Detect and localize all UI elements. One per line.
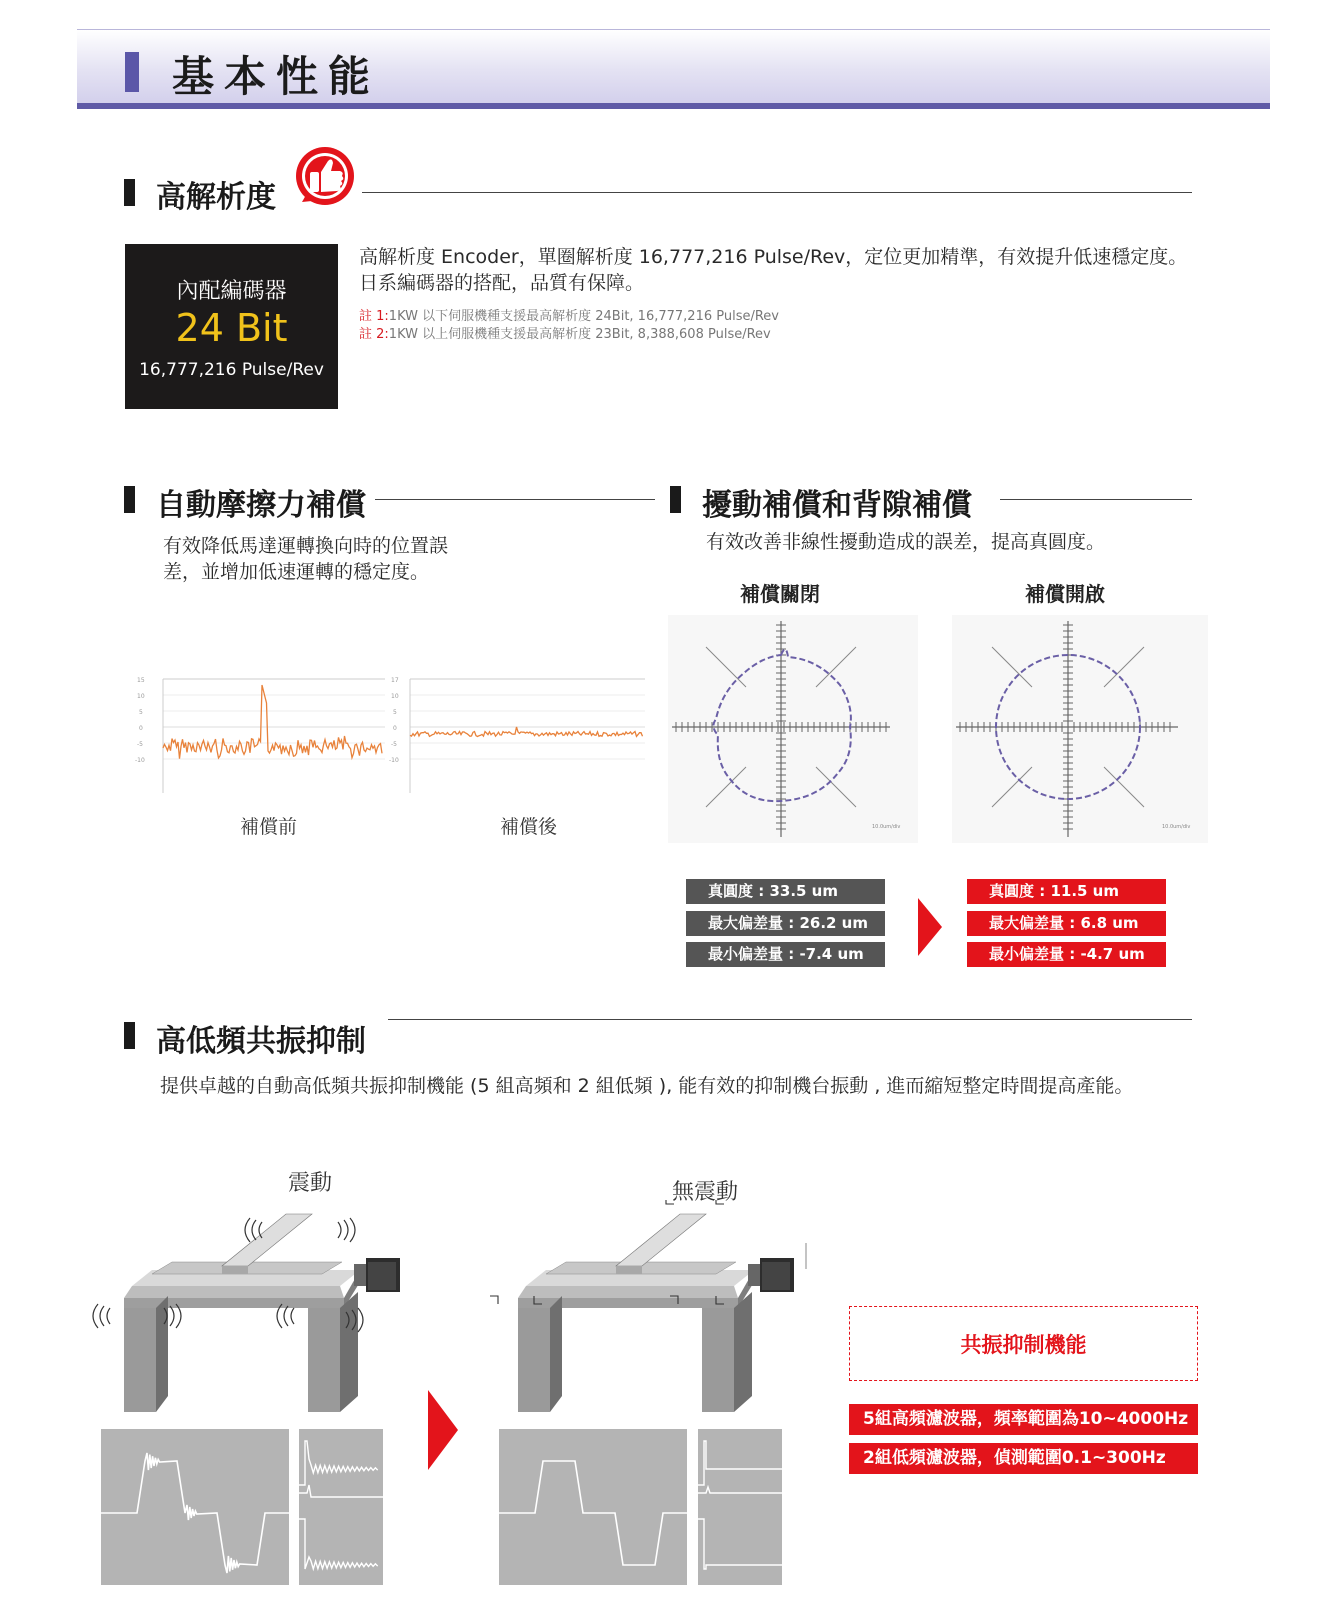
section-marker [670, 486, 681, 513]
stat-min-deviation-on: 最小偏差量 : -4.7 um [967, 942, 1166, 967]
page-header [77, 29, 1270, 109]
waveform-detail-before [299, 1429, 383, 1585]
stable-machine-illustration [470, 1200, 840, 1415]
feature-tag-high-frequency: 5組高頻濾波器，頻率範圍為10~4000Hz [849, 1404, 1198, 1435]
section-divider [388, 1019, 1192, 1020]
stat-roundness-on: 真圓度 : 11.5 um [967, 879, 1166, 904]
tick-label: -5 [391, 741, 397, 748]
encoder-box-label: 內配編碼器 [176, 279, 287, 304]
scale-label: 10.0um/div [1162, 824, 1191, 830]
chart-caption-before: 補償前 [240, 816, 298, 838]
note-item [359, 326, 1199, 344]
divider-tick [805, 1243, 809, 1269]
waveform-after [499, 1429, 687, 1585]
tick-label: -10 [135, 757, 145, 764]
tick-label: 17 [391, 677, 399, 684]
section-marker [124, 1022, 135, 1049]
section-marker [124, 486, 135, 513]
vibrating-machine-illustration [86, 1200, 426, 1415]
encoder-box-bits: 24 Bit [175, 306, 288, 350]
roundness-plot-off [668, 615, 918, 843]
note-item [359, 308, 1199, 326]
tick-label: 15 [137, 677, 145, 684]
scale-label: 10.0um/div [872, 824, 901, 830]
page-title: 基本性能 [172, 52, 381, 101]
friction-description: 有效降低馬達運轉換向時的位置誤差，並增加低速運轉的穩定度。 [163, 535, 449, 583]
tick-label: 0 [393, 725, 397, 732]
tick-label: 10 [137, 693, 145, 700]
section-title-friction: 自動摩擦力補償 [156, 488, 366, 523]
vibration-label: 震動 [288, 1171, 333, 1196]
tick-label: 5 [393, 709, 397, 716]
waveform-detail-after [698, 1429, 782, 1585]
error-trace-before [163, 685, 382, 759]
feature-tag-low-frequency: 2組低頻濾波器，偵測範圍0.1~300Hz [849, 1443, 1198, 1474]
friction-chart-after [385, 673, 647, 803]
section-marker [124, 179, 135, 206]
note-text: 1KW 以上伺服機種支援最高解析度 23Bit, 8,388,608 Pulse/Rev [388, 327, 771, 342]
section-title-resonance: 高低頻共振抑制 [156, 1024, 366, 1059]
header-accent-bar [125, 52, 139, 92]
roundness-plot-on [952, 615, 1208, 843]
resolution-description: 高解析度 Encoder，單圈解析度 16,777,216 Pulse/Rev，定位更加精準，有效提升低速穩定度。日系編碼器的搭配，品質有保障。 [359, 246, 1188, 294]
arrow-right-icon [918, 898, 942, 956]
resolution-notes [359, 308, 1199, 344]
note-label: 註 2: [359, 327, 389, 342]
tick-label: 0 [139, 725, 143, 732]
stat-max-deviation-off: 最大偏差量 : 26.2 um [686, 911, 885, 936]
encoder-box-pulses: 16,777,216 Pulse/Rev [139, 360, 324, 380]
thumbs-up-icon [292, 144, 360, 208]
arrow-right-icon [428, 1390, 458, 1470]
section-title-disturbance: 擾動補償和背隙補償 [702, 488, 972, 523]
stat-max-deviation-on: 最大偏差量 : 6.8 um [967, 911, 1166, 936]
compensation-off-label: 補償關閉 [740, 582, 820, 606]
note-text: 1KW 以下伺服機種支援最高解析度 24Bit, 16,777,216 Pulse/Rev [388, 309, 780, 324]
chart-caption-after: 補償後 [500, 816, 558, 838]
tick-label: -10 [389, 757, 399, 764]
resonance-feature-box [849, 1306, 1198, 1381]
stat-min-deviation-off: 最小偏差量 : -7.4 um [686, 942, 885, 967]
section-title-resolution: 高解析度 [156, 180, 276, 215]
stat-roundness-off: 真圓度 : 33.5 um [686, 879, 885, 904]
tick-label: 10 [391, 693, 399, 700]
encoder-spec-box [125, 244, 338, 409]
no-vibration-label: 無震動 [672, 1180, 739, 1205]
compensation-on-label: 補償開啟 [1025, 582, 1105, 606]
tick-label: 5 [139, 709, 143, 716]
friction-chart-before [133, 673, 388, 803]
section-divider [362, 192, 1192, 193]
section-divider [375, 499, 655, 500]
section-divider [1000, 499, 1192, 500]
disturbance-description: 有效改善非線性擾動造成的誤差，提高真圓度。 [706, 531, 1106, 553]
error-trace-after [410, 727, 643, 737]
note-label: 註 1: [359, 309, 389, 324]
tick-label: -5 [137, 741, 143, 748]
resonance-feature-title: 共振抑制機能 [960, 1333, 1087, 1357]
waveform-before [101, 1429, 289, 1585]
resonance-description: 提供卓越的自動高低頻共振抑制機能 (5 組高頻和 2 組低頻 ), 能有效的抑制機台振動 , 進而縮短整定時間提高產能。 [160, 1075, 1134, 1097]
